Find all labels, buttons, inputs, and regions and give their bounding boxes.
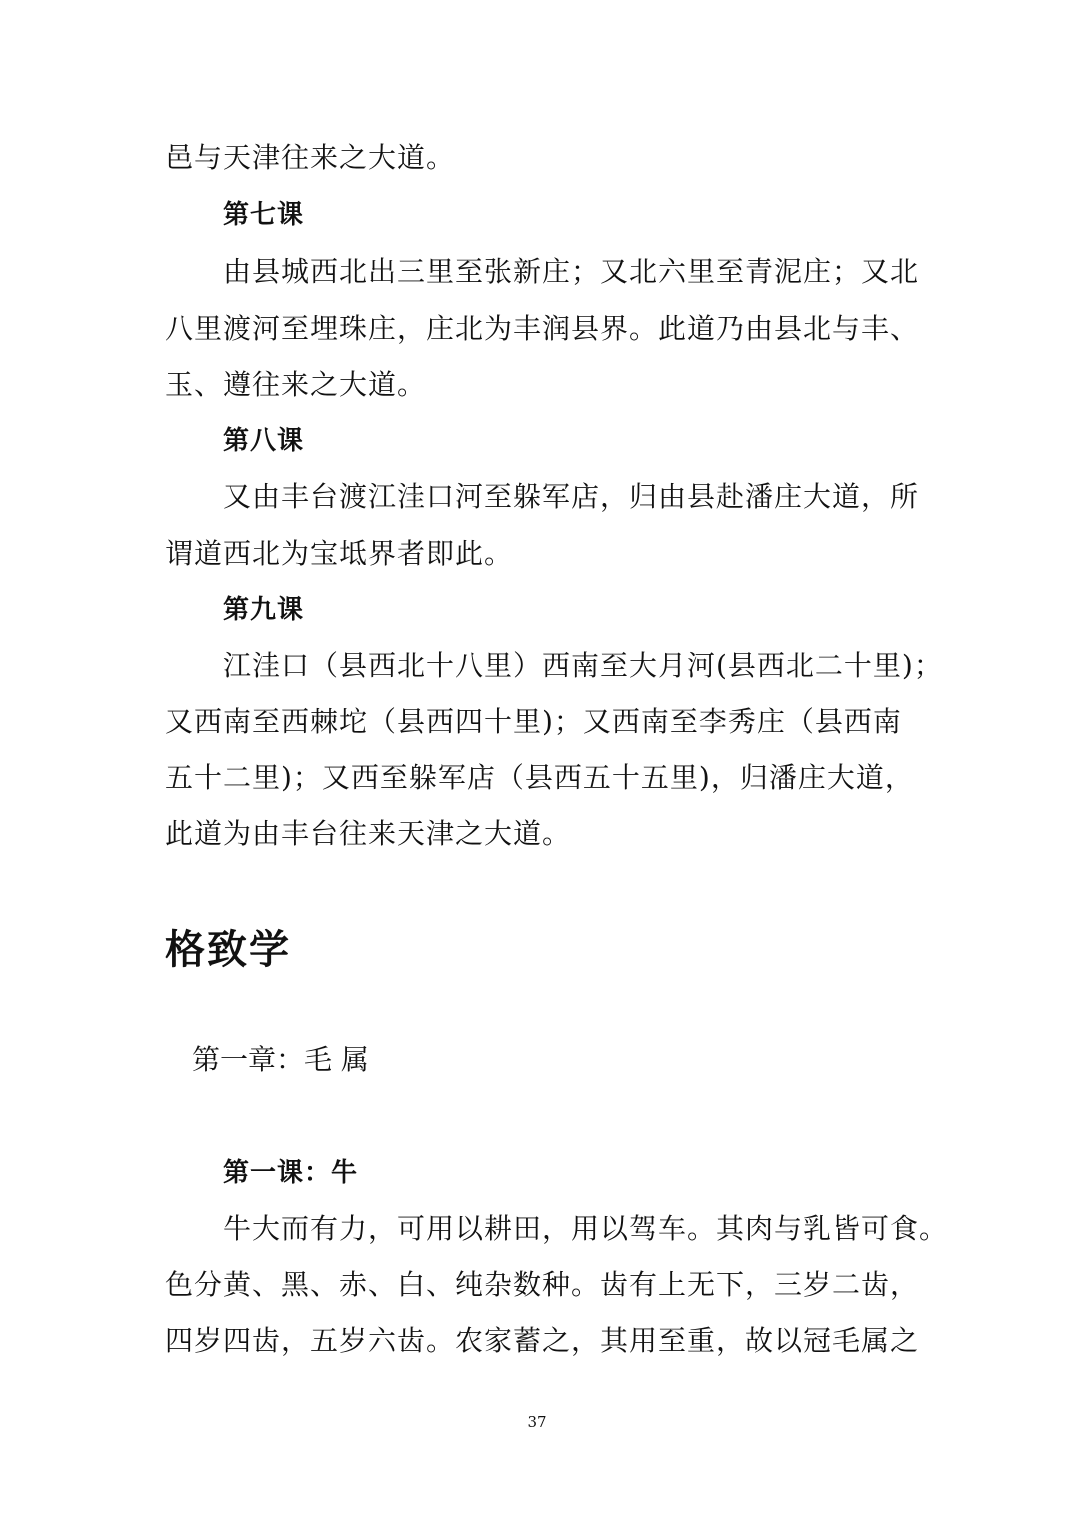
paragraph-line: 此道为由丰台往来天津之大道。 xyxy=(165,817,572,850)
lesson-heading-7: 第七课 xyxy=(223,200,305,230)
chapter-title: 第一章：毛 属 xyxy=(192,1043,369,1076)
paragraph-line: 色分黄、黑、赤、白、纯杂数种。齿有上无下，三岁二齿， xyxy=(165,1268,920,1301)
page-number: 37 xyxy=(527,1413,547,1431)
paragraph-line: 玉、遵往来之大道。 xyxy=(165,368,427,401)
paragraph-line: 谓道西北为宝坻界者即此。 xyxy=(165,537,514,570)
paragraph-line: 由县城西北出三里至张新庄；又北六里至青泥庄；又北 xyxy=(223,255,920,288)
lesson-heading-1: 第一课：牛 xyxy=(223,1158,359,1188)
paragraph-line: 四岁四齿，五岁六齿。农家蓄之，其用至重，故以冠毛属之 xyxy=(165,1324,920,1357)
section-title: 格致学 xyxy=(165,927,291,973)
paragraph-line: 八里渡河至埋珠庄，庄北为丰润县界。此道乃由县北与丰、 xyxy=(165,312,920,345)
paragraph-line: 江洼口（县西北十八里）西南至大月河(县西北二十里)； xyxy=(223,649,943,682)
paragraph-line: 又由丰台渡江洼口河至躲军店，归由县赴潘庄大道，所 xyxy=(223,480,920,513)
paragraph-line: 又西南至西棘坨（县西四十里)；又西南至李秀庄（县西南 xyxy=(165,705,902,738)
paragraph-line: 牛大而有力，可用以耕田，用以驾车。其肉与乳皆可食。 xyxy=(223,1212,949,1245)
paragraph-line: 邑与天津往来之大道。 xyxy=(165,141,456,174)
lesson-heading-8: 第八课 xyxy=(223,426,305,456)
lesson-heading-9: 第九课 xyxy=(223,595,305,625)
paragraph-line: 五十二里)；又西至躲军店（县西五十五里)，归潘庄大道， xyxy=(165,761,914,794)
